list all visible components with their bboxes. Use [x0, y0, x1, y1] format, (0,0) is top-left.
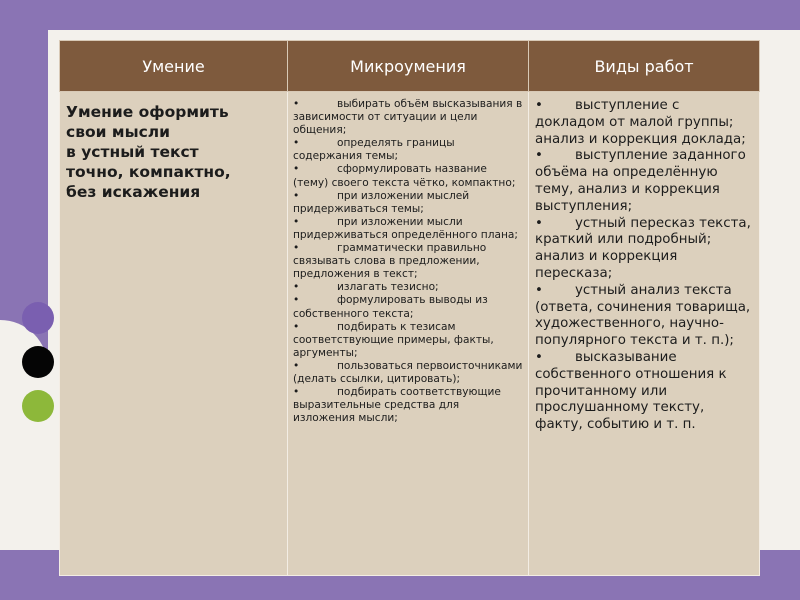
micro-skill-text: излагать тезисно;: [337, 281, 439, 294]
list-item: [293, 242, 524, 281]
bullet-icon: •: [535, 148, 543, 164]
micro-skill-text: формулировать выводы из собственного текста;: [293, 294, 488, 320]
bullet-icon: •: [535, 349, 543, 365]
skill-line: свои мысли: [66, 123, 170, 141]
work-type-text: устный пересказ текста, краткий или подробный; анализ и коррекция пересказа;: [535, 215, 751, 281]
skill-line: Умение оформить: [66, 103, 229, 121]
skills-table: [59, 40, 760, 576]
top-band: [0, 0, 800, 30]
left-decoration: [0, 30, 48, 550]
list-item: [535, 216, 753, 283]
green-circle-icon: [22, 390, 54, 422]
bullet-icon: •: [293, 189, 300, 202]
micro-skill-text: подбирать к тезисам соответствующие примеры, факты, аргументы;: [293, 320, 494, 359]
list-item: [293, 281, 524, 294]
skill-line: точно, компактно,: [66, 163, 231, 181]
micro-skill-text: грамматически правильно связывать слова в предложении, предложения в текст;: [293, 242, 487, 281]
bullet-icon: •: [293, 98, 300, 110]
bullet-icon: •: [535, 215, 543, 231]
list-item: [293, 163, 524, 189]
list-item: [293, 360, 524, 386]
micro-skill-text: при изложении мыслей придерживаться темы;: [293, 189, 470, 215]
list-item: [293, 137, 524, 163]
bullet-icon: •: [293, 294, 300, 307]
skill-line: в устный текст: [66, 143, 199, 161]
header-work-types: Виды работ: [529, 41, 760, 92]
purple-circle-icon: [22, 302, 54, 334]
bullet-icon: •: [293, 359, 300, 372]
work-type-text: выступление с докладом от малой группы; анализ и коррекция доклада;: [535, 98, 746, 147]
bullet-icon: •: [293, 242, 300, 255]
list-item: [535, 283, 753, 350]
work-type-text: устный анализ текста (ответа, сочинения товарища, художественного, научно-популярного текста и т. п.);: [535, 282, 751, 349]
list-item: [535, 148, 753, 215]
black-circle-icon: [22, 346, 54, 378]
bullet-icon: •: [293, 320, 300, 333]
micro-skills-cell: [288, 92, 529, 576]
micro-skill-text: определять границы содержания темы;: [293, 137, 455, 163]
list-item: [535, 350, 753, 434]
list-item: [293, 294, 524, 320]
bullet-icon: •: [293, 215, 300, 228]
work-type-text: высказывание собственного отношения к прочитанному или прослушанному тексту, факту, событию и т. п.: [535, 349, 727, 433]
skill-cell: [60, 92, 288, 576]
list-item: [535, 98, 753, 148]
bullet-icon: •: [293, 137, 300, 150]
list-item: [293, 386, 524, 425]
micro-skill-text: выбирать объём высказывания в зависимости от ситуации и цели общения;: [293, 98, 523, 137]
list-item: [293, 321, 524, 360]
micro-skill-text: при изложении мысли придерживаться определённого плана;: [293, 215, 518, 241]
table-row: [60, 92, 760, 576]
micro-skill-text: подбирать соответствующие выразительные средства для изложения мысли;: [293, 386, 501, 425]
bullet-icon: •: [293, 163, 300, 176]
table-header-row: [60, 41, 760, 92]
micro-skill-text: сформулировать название (тему) своего текста чётко, компактно;: [293, 163, 516, 189]
bullet-icon: •: [535, 282, 543, 298]
micro-skill-text: пользоваться первоисточниками (делать ссылки, цитировать);: [293, 359, 523, 385]
list-item: [293, 190, 524, 216]
bullet-icon: •: [293, 281, 300, 294]
work-type-text: выступление заданного объёма на определённую тему, анализ и коррекция выступления;: [535, 148, 746, 214]
header-micro-skills: Микроумения: [288, 41, 529, 92]
list-item: [293, 98, 524, 137]
header-skill: Умение: [60, 41, 288, 92]
skill-line: без искажения: [66, 183, 201, 201]
bullet-icon: •: [535, 98, 543, 113]
bullet-icon: •: [293, 386, 300, 399]
list-item: [293, 216, 524, 242]
work-types-cell: [529, 92, 760, 576]
